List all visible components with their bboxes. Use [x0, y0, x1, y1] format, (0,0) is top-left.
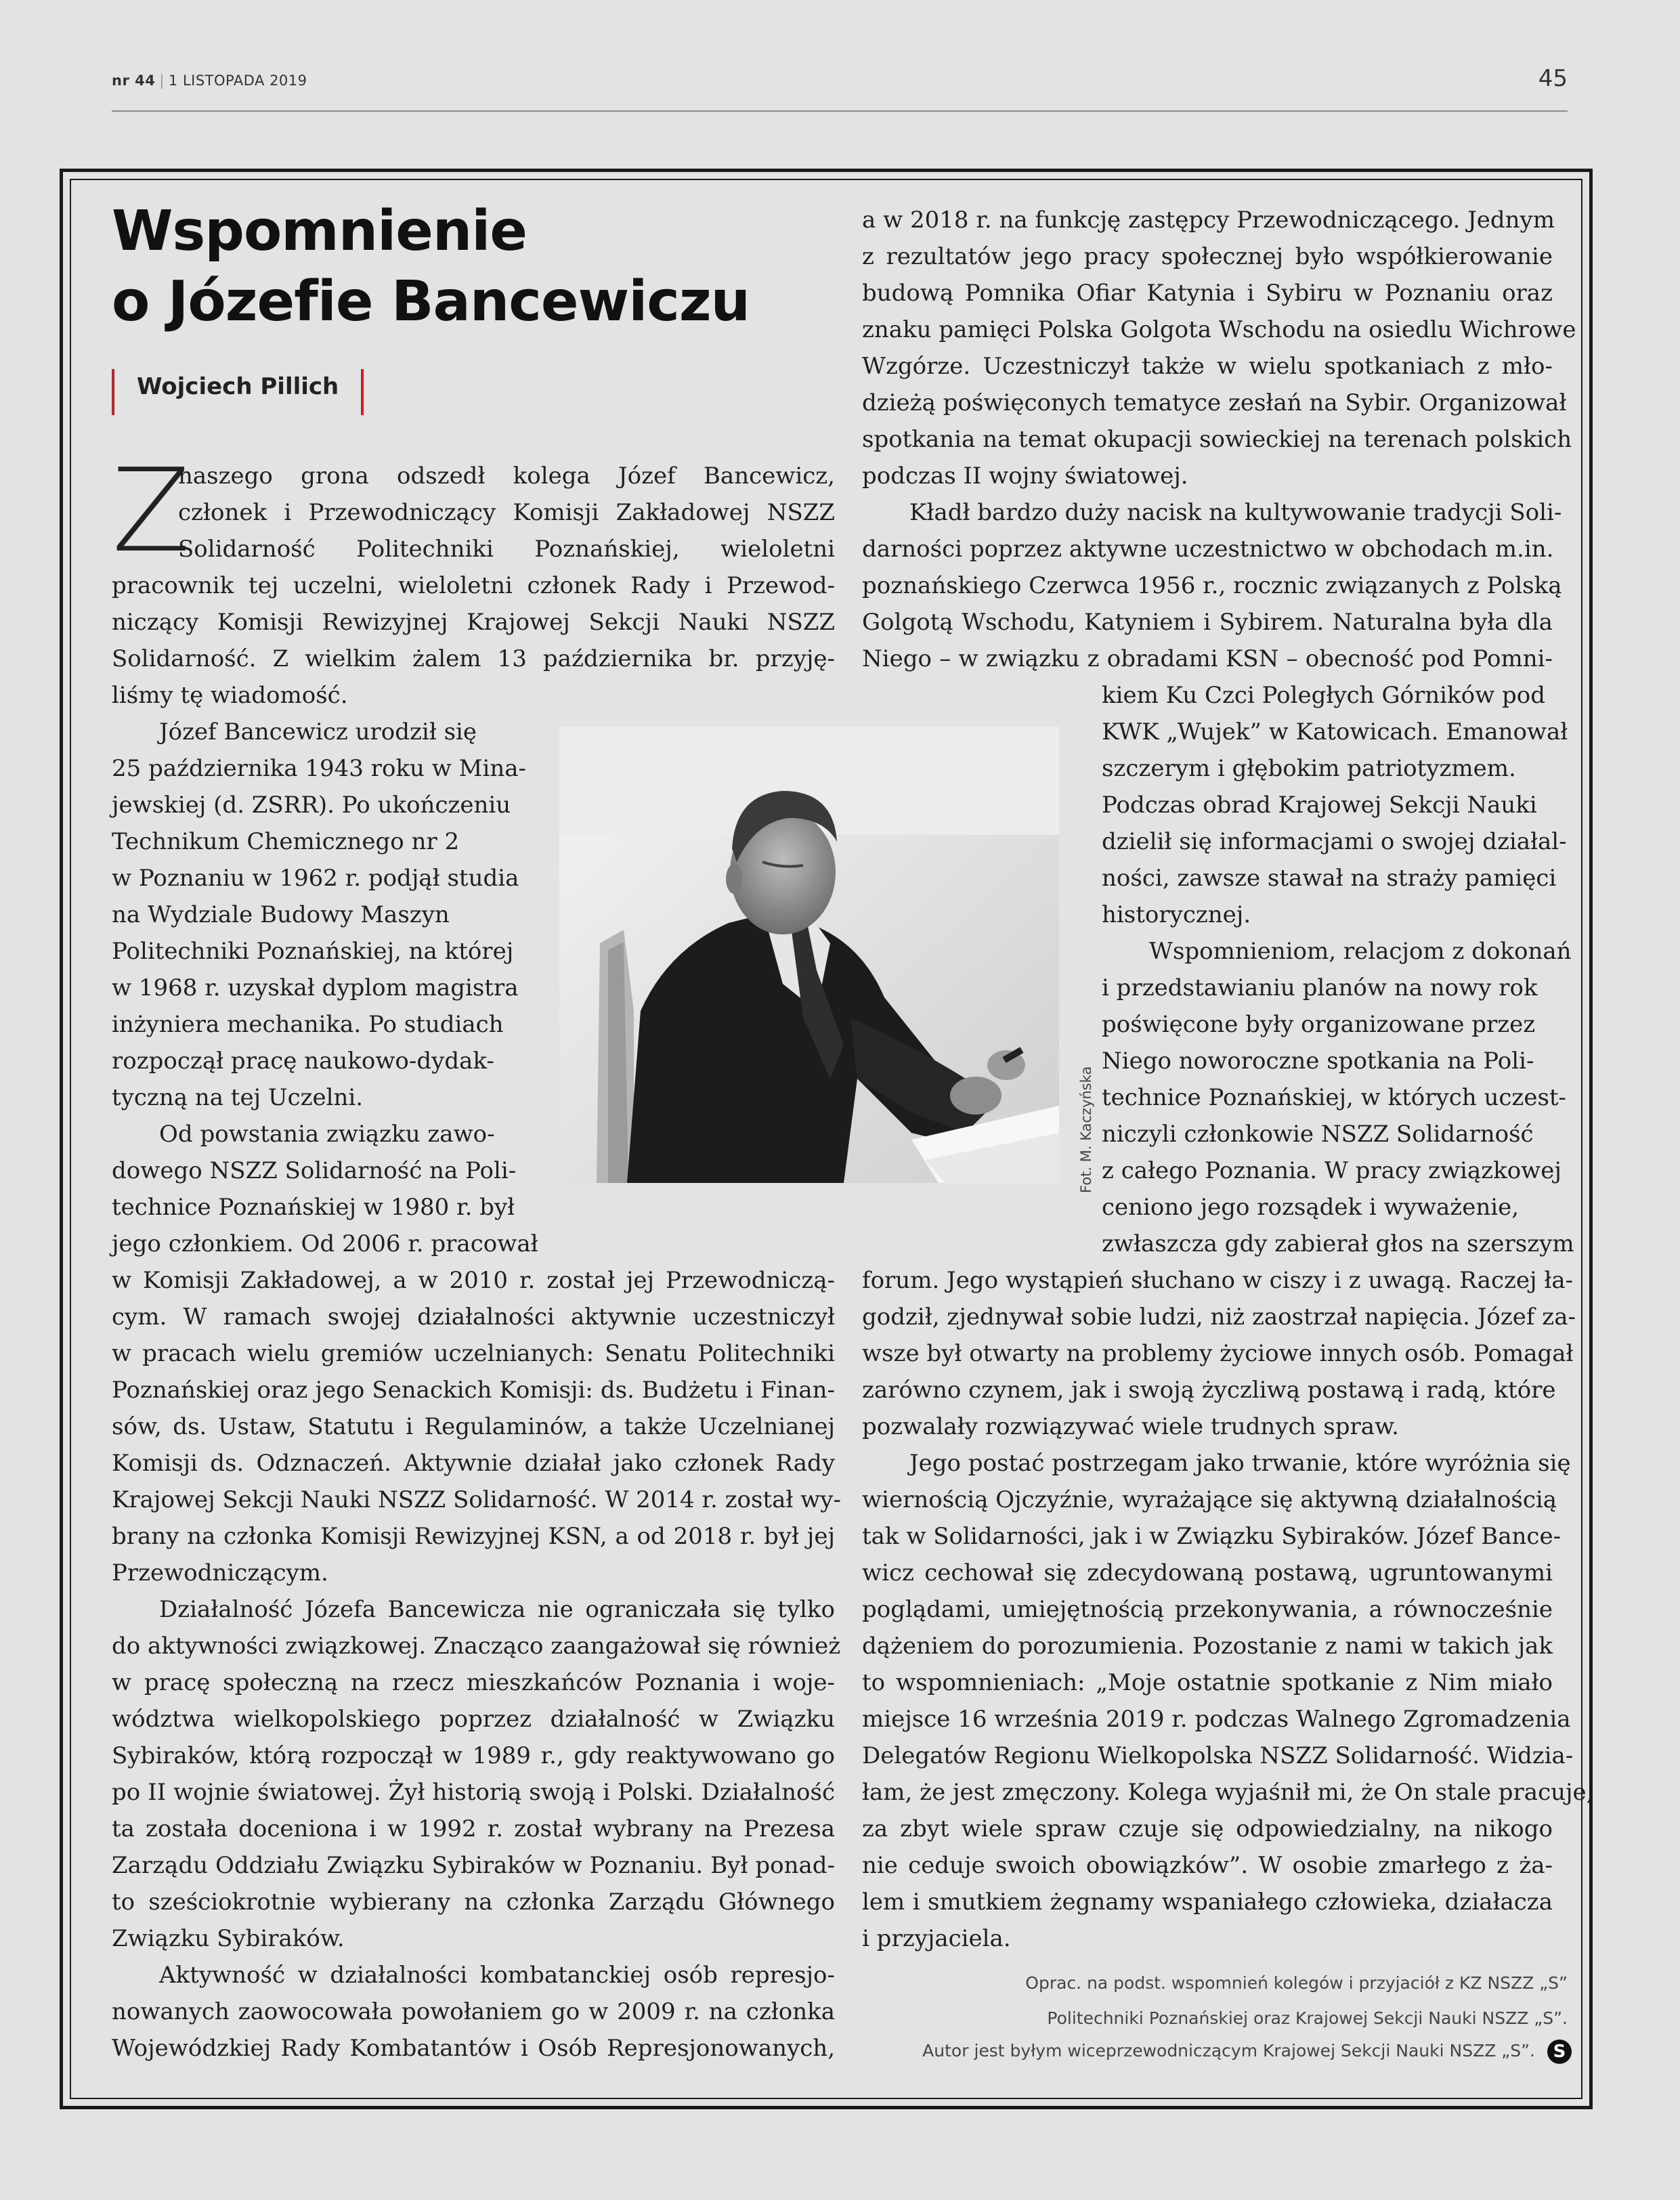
text-line: wództwa wielkopolskiego poprzez działalność w Związku: [112, 1706, 835, 1733]
text-line: zarówno czynem, jak i swoją życzliwą postawą i radą, które: [862, 1377, 1556, 1404]
text-line: tak w Solidarności, jak i w Związku Sybiraków. Józef Bance-: [862, 1523, 1561, 1550]
text-line: w 1968 r. uzyskał dyplom magistra: [112, 974, 519, 1001]
text-line: z całego Poznania. W pracy związkowej: [1102, 1157, 1561, 1184]
header-separator: |: [159, 72, 165, 89]
text-line: ta została doceniona i w 1992 r. został wybrany na Prezesa: [112, 1815, 835, 1842]
text-line: 25 października 1943 roku w Mina-: [112, 755, 527, 782]
solidarnosc-s-logo-icon: S: [1547, 2040, 1572, 2064]
text-line: za zbyt wiele spraw czuje się odpowiedzialny, na nikogo: [862, 1815, 1553, 1842]
text-line: Solidarność Politechniki Poznańskiej, wieloletni: [178, 536, 835, 563]
text-line: Józef Bancewicz urodził się: [159, 718, 477, 746]
article-title: [112, 196, 830, 337]
text-line: do aktywności związkowej. Znacząco zaangażował się również: [112, 1633, 841, 1660]
text-line: KWK „Wujek” w Katowicach. Emanował: [1102, 718, 1568, 746]
text-line: darności poprzez aktywne uczestnictwo w obchodach m.in.: [862, 536, 1554, 563]
text-line: forum. Jego wystąpień słuchano w ciszy i z uwagą. Raczej ła-: [862, 1267, 1574, 1294]
text-line: spotkania na temat okupacji sowieckiej na terenach polskich: [862, 426, 1572, 453]
text-line: kiem Ku Czci Poległych Górników pod: [1102, 682, 1545, 709]
text-line: cym. W ramach swojej działalności aktywnie uczestniczył: [112, 1303, 835, 1331]
text-line: pozwalały rozwiązywać wiele trudnych spraw.: [862, 1413, 1399, 1440]
text-line: ności, zawsze stawał na straży pamięci: [1102, 865, 1557, 892]
issue-number: nr 44: [112, 72, 156, 89]
text-line: na Wydziale Budowy Maszyn: [112, 901, 450, 928]
text-line: Politechniki Poznańskiej, na której: [112, 938, 514, 965]
text-line: Zarządu Oddziału Związku Sybiraków w Poznaniu. Był ponad-: [112, 1852, 835, 1879]
text-line: Jego postać postrzegam jako trwanie, które wyróżnia się: [909, 1450, 1571, 1477]
text-line: dzieżą poświęconych tematyce zesłań na Sybir. Organizował: [862, 389, 1567, 416]
text-line: szczerym i głębokim patriotyzmem.: [1102, 755, 1516, 782]
text-line: to sześciokrotnie wybierany na członka Zarządu Głównego: [112, 1889, 835, 1916]
text-line: nie ceduje swoich obowiązków”. W osobie zmarłego z ża-: [862, 1852, 1553, 1879]
text-line: Niego noworoczne spotkania na Poli-: [1102, 1048, 1534, 1075]
text-line: Sybiraków, którą rozpoczął w 1989 r., gdy reaktywowano go: [112, 1742, 835, 1769]
article-author: Wojciech Pillich: [137, 373, 339, 400]
text-line: Wzgórze. Uczestniczył także w wielu spotkaniach z mło-: [862, 353, 1553, 380]
author-bar-right: [361, 369, 364, 415]
right-column-top: [862, 202, 1576, 677]
text-line: ceniono jego rozsądek i wyważenie,: [1102, 1194, 1520, 1221]
text-line: wicz cechował się zdecydowaną postawą, ugruntowanymi: [862, 1559, 1553, 1587]
text-line: technice Poznańskiej w 1980 r. był: [112, 1194, 515, 1221]
header-rule: [112, 110, 1568, 112]
intro-paragraph: [112, 458, 835, 714]
right-column-narrow: [1102, 677, 1574, 1262]
text-line: rozpoczął pracę naukowo-dydak-: [112, 1048, 494, 1075]
text-line: pracownik tej uczelni, wieloletni członek Rady i Przewod-: [112, 572, 835, 599]
text-line: w Komisji Zakładowej, a w 2010 r. został jej Przewodniczą-: [112, 1267, 835, 1294]
text-line: budową Pomnika Ofiar Katynia i Sybiru w Poznaniu oraz: [862, 280, 1553, 307]
text-line: jego członkiem. Od 2006 r. pracował: [112, 1230, 538, 1257]
text-line: Od powstania związku zawo-: [159, 1121, 495, 1148]
text-line: Aktywność w działalności kombatanckiej osób represjo-: [159, 1962, 835, 1989]
biography-narrow: [112, 714, 538, 1262]
text-line: Niego – w związku z obradami KSN – obecność pod Pomni-: [862, 645, 1553, 672]
text-line: naszego grona odszedł kolega Józef Bancewicz,: [178, 462, 835, 490]
text-line: historycznej.: [1102, 901, 1251, 928]
text-line: w pracach wielu gremiów uczelnianych: Senatu Politechniki: [112, 1340, 835, 1367]
text-line: Poznańskiej oraz jego Senackich Komisji: ds. Budżetu i Finan-: [112, 1377, 835, 1404]
drop-cap: Z: [112, 444, 191, 578]
text-line: poglądami, umiejętnością przekonywania, a równocześnie: [862, 1596, 1553, 1623]
text-line: jewskiej (d. ZSRR). Po ukończeniu: [112, 792, 511, 819]
text-line: i przedstawianiu planów na nowy rok: [1102, 974, 1538, 1001]
text-line: Wspomnieniom, relacjom z dokonań: [1149, 938, 1572, 965]
author-note: [922, 2040, 1572, 2064]
source-note-line-1: Oprac. na podst. wspomnień kolegów i przyjaciół z KZ NSZZ „S”: [1025, 1973, 1568, 1993]
source-note-line-2: Politechniki Poznańskiej oraz Krajowej Sekcji Nauki NSZZ „S”.: [1047, 2008, 1568, 2028]
text-line: technice Poznańskiej, w których uczest-: [1102, 1084, 1567, 1111]
text-line: łam, że jest zmęczony. Kolega wyjaśnił mi, że On stale pracuje,: [862, 1779, 1594, 1806]
title-line-1: Wspomnienie: [112, 199, 527, 263]
text-line: Wojewódzkiej Rady Kombatantów i Osób Represjonowanych,: [112, 2035, 835, 2062]
text-line: nowanych zaowocowała powołaniem go w 2009 r. na członka: [112, 1998, 835, 2025]
right-column-bottom: [862, 1262, 1594, 1957]
portrait-photo: [559, 727, 1059, 1183]
text-line: godził, zjednywał sobie ludzi, niż zaostrzał napięcia. Józef za-: [862, 1303, 1576, 1331]
text-line: Działalność Józefa Bancewicza nie ograniczała się tylko: [159, 1596, 835, 1623]
portrait-illustration: [559, 727, 1059, 1183]
biography-wide: [112, 1262, 841, 2067]
text-line: poświęcone były organizowane przez: [1102, 1011, 1536, 1038]
text-line: to wspomnieniach: „Moje ostatnie spotkanie z Nim miało: [862, 1669, 1553, 1696]
text-line: Podczas obrad Krajowej Sekcji Nauki: [1102, 792, 1537, 819]
text-line: po II wojnie światowej. Żył historią swoją i Polski. Działalność: [112, 1779, 835, 1806]
text-line: miejsce 16 września 2019 r. podczas Walnego Zgromadzenia: [862, 1706, 1571, 1733]
text-line: a w 2018 r. na funkcję zastępcy Przewodniczącego. Jednym: [862, 207, 1555, 234]
text-line: dążeniem do porozumienia. Pozostanie z nami w takich jak: [862, 1633, 1553, 1660]
text-line: poznańskiego Czerwca 1956 r., rocznic związanych z Polską: [862, 572, 1562, 599]
text-line: liśmy tę wiadomość.: [112, 682, 348, 709]
title-line-2: o Józefie Bancewiczu: [112, 269, 750, 334]
text-line: i przyjaciela.: [862, 1925, 1011, 1952]
text-line: Kładł bardzo duży nacisk na kultywowanie tradycji Soli-: [909, 499, 1562, 526]
text-line: wsze był otwarty na problemy życiowe innych osób. Pomagał: [862, 1340, 1574, 1367]
text-line: Solidarność. Z wielkim żalem 13 października br. przyję-: [112, 645, 835, 672]
text-line: lem i smutkiem żegnamy wspaniałego człowieka, działacza: [862, 1889, 1553, 1916]
text-line: Golgotą Wschodu, Katyniem i Sybirem. Naturalna była dla: [862, 609, 1553, 636]
text-line: zwłaszcza gdy zabierał głos na szerszym: [1102, 1230, 1574, 1257]
text-line: niczyli członkowie NSZZ Solidarność: [1102, 1121, 1534, 1148]
page-number: 45: [1538, 65, 1568, 92]
text-line: Komisji ds. Odznaczeń. Aktywnie działał jako członek Rady: [112, 1450, 835, 1477]
text-line: podczas II wojny światowej.: [862, 462, 1188, 490]
author-bar-left: [112, 369, 114, 415]
text-line: tyczną na tej Uczelni.: [112, 1084, 364, 1111]
photo-credit: Fot. M. Kaczyńska: [1078, 1066, 1094, 1193]
text-line: brany na członka Komisji Rewizyjnej KSN, a od 2018 r. był jej: [112, 1523, 835, 1550]
text-line: w pracę społeczną na rzecz mieszkańców Poznania i woje-: [112, 1669, 835, 1696]
text-line: Technikum Chemicznego nr 2: [112, 828, 460, 855]
text-line: dowego NSZZ Solidarność na Poli-: [112, 1157, 517, 1184]
text-line: wiernością Ojczyźnie, wyrażające się aktywną działalnością: [862, 1486, 1557, 1513]
text-line: Krajowej Sekcji Nauki NSZZ Solidarność. W 2014 r. został wy-: [112, 1486, 841, 1513]
text-line: w Poznaniu w 1962 r. podjął studia: [112, 865, 519, 892]
text-line: Związku Sybiraków.: [112, 1925, 345, 1952]
text-line: sów, ds. Ustaw, Statutu i Regulaminów, a także Uczelnianej: [112, 1413, 835, 1440]
author-note-text: Autor jest byłym wiceprzewodniczącym Krajowej Sekcji Nauki NSZZ „S”.: [922, 2041, 1535, 2061]
issue-date: 1 LISTOPADA 2019: [168, 72, 307, 89]
text-line: znaku pamięci Polska Golgota Wschodu na osiedlu Wichrowe: [862, 316, 1576, 343]
text-line: Delegatów Regionu Wielkopolska NSZZ Solidarność. Widzia-: [862, 1742, 1574, 1769]
issue-header: [112, 72, 307, 89]
text-line: inżyniera mechanika. Po studiach: [112, 1011, 504, 1038]
text-line: Przewodniczącym.: [112, 1559, 328, 1587]
text-line: dzielił się informacjami o swojej działal-: [1102, 828, 1567, 855]
text-line: niczący Komisji Rewizyjnej Krajowej Sekcji Nauki NSZZ: [112, 609, 835, 636]
text-line: członek i Przewodniczący Komisji Zakładowej NSZZ: [178, 499, 835, 526]
text-line: z rezultatów jego pracy społecznej było współkierowanie: [862, 243, 1553, 270]
